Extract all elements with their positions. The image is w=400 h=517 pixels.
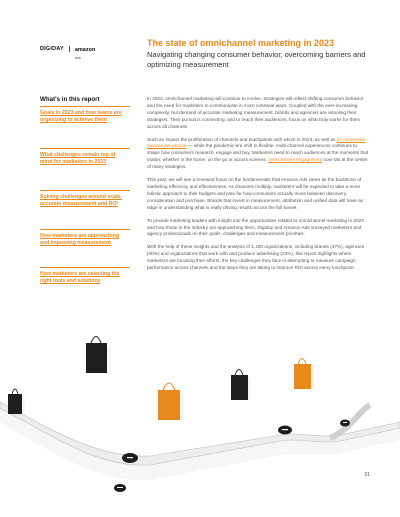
coin-icon bbox=[278, 426, 292, 435]
coin-icon bbox=[340, 420, 350, 427]
paragraph: This year, we will see a renewed focus on the fundamentals that Amazon Ads views as the backbone of marketing efficiency and effectiveness. As channels multiply, marketers will be expected to take a more holistic approach to their budgets and plan for how consumers actually move between discovery, consideration and purchase. Brands that invest in measurement, attribution and unified data will have an edge in understanding what is really driving results across the full funnel. bbox=[147, 177, 364, 210]
toc-heading: What's in this report bbox=[40, 96, 100, 103]
path-shadow bbox=[0, 405, 400, 480]
amazon-logo-text: amazon bbox=[74, 47, 96, 53]
report-subtitle: Navigating changing consumer behavior, overcoming barriers and optimizing measurement bbox=[147, 50, 366, 69]
shopping-bag-icon bbox=[158, 383, 184, 420]
shopping-path-illustration bbox=[0, 290, 400, 517]
paragraph: To provide marketing leaders with insight into the opportunities related to omnichannel marketing in 2023 and how those in the industry are approaching them, Digiday and Amazon Ads surveyed marketers and agency professionals on their goals, challenges and measurement priorities. bbox=[147, 217, 364, 237]
toc-divider bbox=[40, 229, 130, 230]
toc-divider bbox=[40, 106, 130, 107]
shopping-bag-icon bbox=[231, 370, 251, 401]
toc-divider bbox=[40, 267, 130, 268]
shopping-bag-icon bbox=[86, 337, 111, 374]
coin-icon bbox=[114, 484, 126, 492]
logo-bar bbox=[40, 38, 95, 60]
shopping-bag-icon bbox=[294, 359, 314, 390]
paragraph bbox=[147, 137, 369, 172]
devices-link[interactable]: 27 connected devices per person bbox=[147, 136, 365, 149]
toc-divider bbox=[40, 190, 130, 191]
body-text bbox=[147, 96, 369, 278]
paragraph: With the help of these insights and the analysis of 1,100 organizations, including brands (47%), agencies (30%) and organizations that work with and produce advertising (23%), this report highlights where marketers are focusing their efforts, the key challenges they face in attempting to measure campaign performance across channels and the steps they are taking to improve ROI across every touchpoint. bbox=[147, 244, 365, 271]
paragraph-text: Such an impact the proliferation of channels and touchpoints with which in 2023, as well as bbox=[147, 136, 337, 142]
toc-item-measurement[interactable]: How marketers are approaching and improving measurement bbox=[40, 233, 119, 247]
report-title: The state of omnichannel marketing in 2023 bbox=[147, 38, 335, 48]
paragraph-text: now sits at the center of many strategies. bbox=[147, 157, 368, 170]
amazon-ads-logo bbox=[75, 38, 95, 60]
omnichannel-link[interactable]: omnichannel engagement bbox=[268, 157, 323, 163]
toc-item-solving[interactable]: Solving challenges around scale, accurate measurement and ROI bbox=[40, 194, 122, 208]
toc-item-challenges[interactable]: What challenges remain top of mind for marketers in 2023 bbox=[40, 152, 116, 166]
paragraph: In 2023, omnichannel marketing will continue to evolve. Strategies will reflect shifting consumer behavior and the need for marketers to communicate in more cohesive ways. Coupled with the ever-increasing complexity, but demand of accurate marketing measurement, brands and agencies are retooling their strategies. Their pursuit is connecting, and to reach their audiences, focus on what truly works for them across all channels. bbox=[147, 96, 364, 129]
paragraph-text: — while the pandemic-era shift to flexible, multi-channel experiences continues to shape how consumers research, engage and buy. Marketers need to reach audiences at the moments that matter, whether in the home, on the go or across screens. bbox=[147, 143, 369, 163]
logo-divider bbox=[69, 46, 70, 52]
shopping-bag-icon bbox=[8, 389, 25, 414]
toc-item-tools[interactable]: How marketers are selecting the right tools and solutions bbox=[40, 271, 120, 285]
coin-icon bbox=[122, 453, 138, 463]
ads-logo-text: ads bbox=[74, 56, 81, 60]
digiday-logo: DIGIDAY bbox=[40, 46, 64, 52]
page-number: 01 bbox=[364, 472, 370, 478]
toc-item-goals[interactable]: Goals in 2023 and how teams are organizing to achieve them bbox=[40, 110, 122, 124]
toc-divider bbox=[40, 148, 130, 149]
